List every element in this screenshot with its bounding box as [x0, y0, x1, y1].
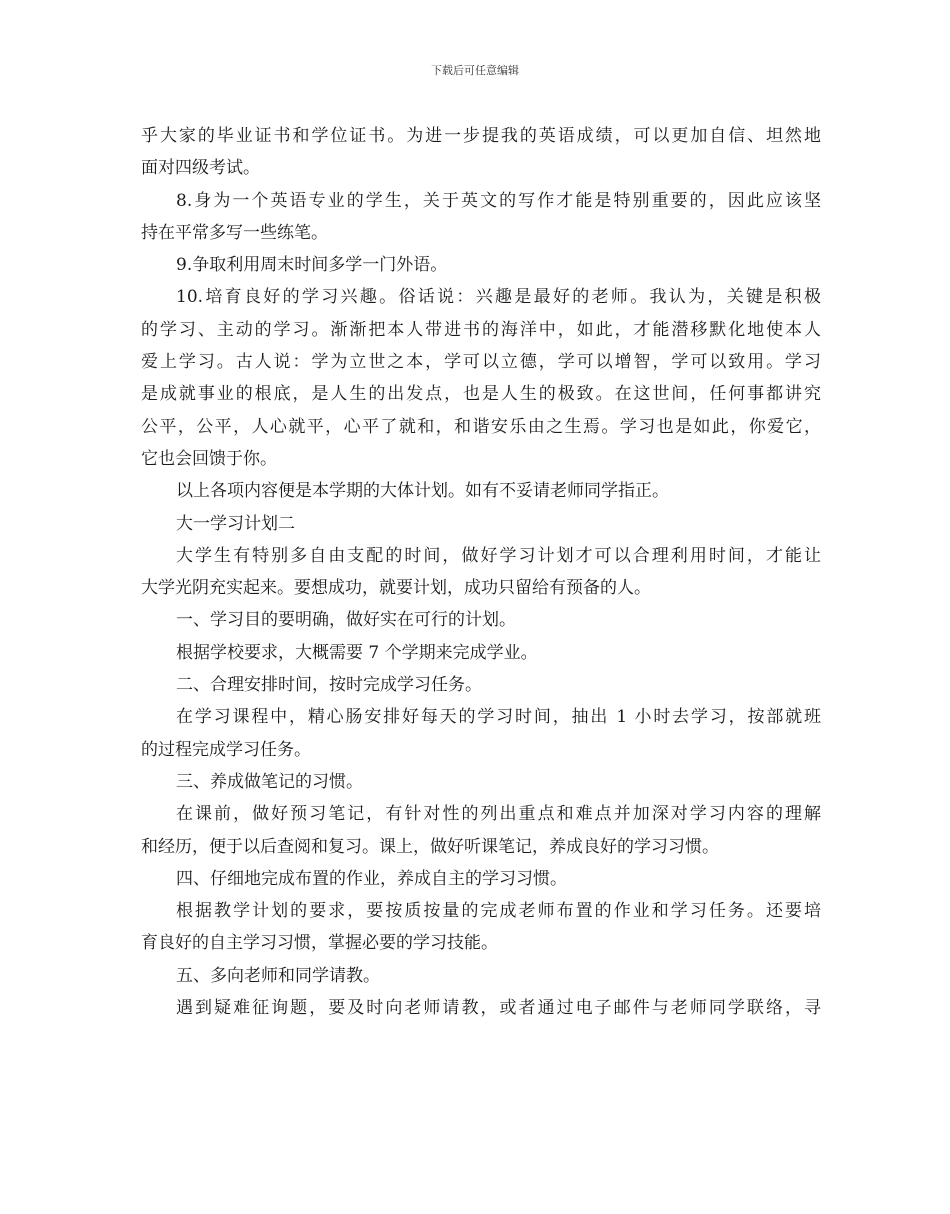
page-header: 下载后可任意编辑 — [431, 64, 519, 77]
document-body — [141, 120, 821, 1024]
text-line: 以上各项内容便是本学期的大体计划。如有不妥请老师同学指正。 — [176, 481, 669, 502]
text-line: 9.争取利用周末时间多学一门外语。 — [176, 255, 448, 276]
list-heading: 二、合理安排时间，按时完成学习任务。 — [176, 675, 482, 696]
text-line: 大学生有特别多自由支配的时间，做好学习计划才可以合理利用时间，才能让 — [176, 545, 821, 566]
text-line: 根据学校要求，大概需要 7 个学期来完成学业。 — [176, 642, 538, 663]
text-line: 它也会回馈于你。 — [141, 448, 277, 469]
list-heading: 四、仔细地完成布置的作业，养成自主的学习习惯。 — [176, 868, 567, 889]
section-heading: 大一学习计划二 — [176, 513, 295, 534]
text-line: 大学光阴充实起来。要想成功，就要计划，成功只留给有预备的人。 — [141, 578, 651, 599]
text-line: 是成就事业的根底，是人生的出发点，也是人生的极致。在这世间，任何事都讲究 — [141, 384, 821, 405]
text-line: 爱上学习。古人说：学为立世之本，学可以立德，学可以增智，学可以致用。学习 — [141, 352, 821, 373]
text-line: 在课前，做好预习笔记，有针对性的列出重点和难点并加深对学习内容的理解 — [176, 804, 821, 825]
text-line: 公平，公平，人心就平，心平了就和，和谐安乐由之生焉。学习也是如此，你爱它， — [141, 416, 821, 437]
text-line: 在学习课程中，精心肠安排好每天的学习时间，抽出 1 小时去学习，按部就班 — [176, 707, 821, 728]
text-line: 育良好的自主学习习惯，掌握必要的学习技能。 — [141, 933, 498, 954]
text-line: 乎大家的毕业证书和学位证书。为进一步提我的英语成绩，可以更加自信、坦然地 — [141, 126, 821, 146]
text-line: 面对四级考试。 — [141, 158, 260, 179]
text-line: 8.身为一个英语专业的学生，关于英文的写作才能是特别重要的，因此应该坚 — [176, 190, 821, 211]
list-heading: 五、多向老师和同学请教。 — [176, 965, 380, 986]
text-line: 遇到疑难征询题，要及时向老师请教，或者通过电子邮件与老师同学联络，寻 — [176, 998, 821, 1019]
text-line: 和经历，便于以后查阅和复习。课上，做好听课笔记，养成良好的学习习惯。 — [141, 836, 719, 857]
text-line: 持在平常多写一些练笔。 — [141, 222, 328, 243]
text-line: 根据教学计划的要求，要按质按量的完成老师布置的作业和学习任务。还要培 — [176, 901, 821, 922]
text-line: 的学习、主动的学习。渐渐把本人带进书的海洋中，如此，才能潜移默化地使本人 — [141, 319, 821, 340]
list-heading: 一、学习目的要明确，做好实在可行的计划。 — [176, 610, 516, 631]
text-line: 10.培育良好的学习兴趣。俗话说：兴趣是最好的老师。我认为，关键是积极 — [176, 287, 821, 308]
text-line: 的过程完成学习任务。 — [141, 739, 311, 760]
list-heading: 三、养成做笔记的习惯。 — [176, 771, 363, 792]
